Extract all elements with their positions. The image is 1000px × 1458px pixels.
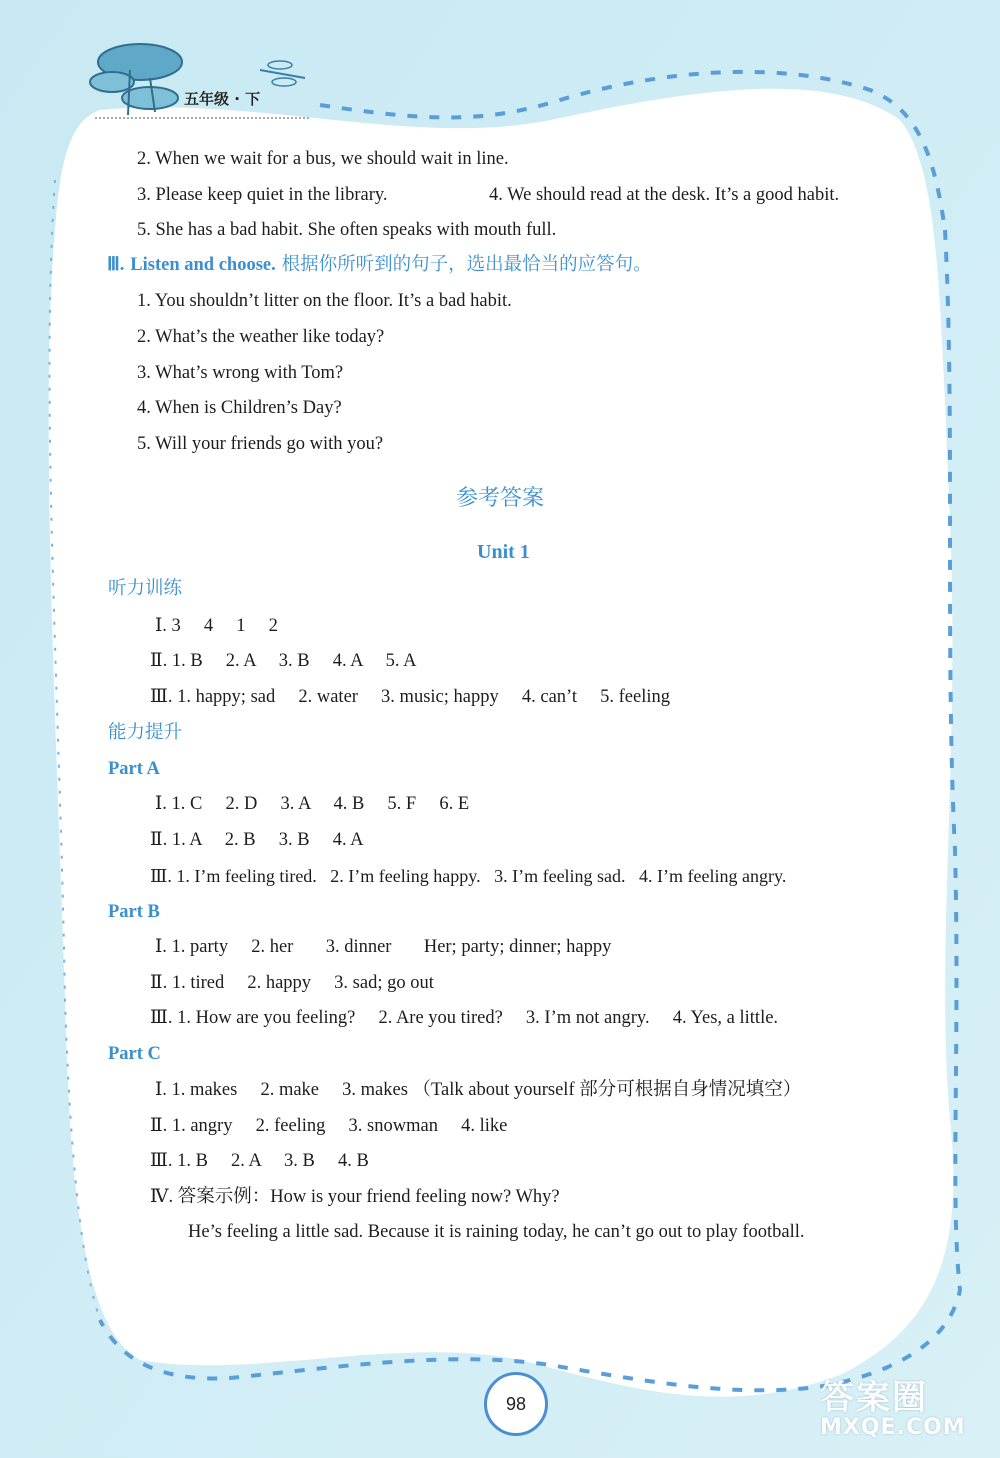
part-c-heading: Part C [108, 1044, 161, 1064]
part-a-answer-1: Ⅰ. 1. C 2. D 3. A 4. B 5. F 6. E [155, 794, 470, 814]
part-a-answer-2: Ⅱ. 1. A 2. B 3. B 4. A [150, 830, 364, 850]
part-b-heading: Part B [108, 902, 160, 922]
listening-line-2: 2. When we wait for a bus, we should wait in line. [137, 149, 509, 169]
listening-answer-1: Ⅰ. 3 4 1 2 [155, 616, 278, 636]
watermark-url: MXQE.COM [820, 1415, 966, 1440]
part-c-answer-3: Ⅲ. 1. B 2. A 3. B 4. B [150, 1151, 369, 1171]
section-3-heading [107, 256, 652, 275]
part-a-answer-3: Ⅲ. 1. I’m feeling tired. 2. I’m feeling happy. 3. I’m feeling sad. 4. I’m feeling angry. [150, 866, 787, 886]
section-3-numeral: Ⅲ. [107, 255, 125, 275]
watermark-logo [820, 1370, 966, 1440]
part-c-answer-5: He’s feeling a little sad. Because it is raining today, he can’t go out to play football. [188, 1222, 805, 1242]
section-3-item-5: 5. Will your friends go with you? [137, 434, 384, 454]
part-c-answer-1: Ⅰ. 1. makes 2. make 3. makes （Talk about yourself 部分可根据自身情况填空） [155, 1080, 802, 1100]
dashed-frame-right [830, 230, 960, 1385]
part-b-answer-3: Ⅲ. 1. How are you feeling? 2. Are you tired? 3. I’m not angry. 4. Yes, a little. [150, 1008, 779, 1028]
part-c-answer-2: Ⅱ. 1. angry 2. feeling 3. snowman 4. like [150, 1116, 508, 1136]
listening-answer-3: Ⅲ. 1. happy; sad 2. water 3. music; happy 4. can’t 5. feeling [150, 687, 670, 707]
section-3-title-en: Listen and choose. [130, 255, 276, 275]
watermark-text: 答案圈 [820, 1378, 928, 1418]
part-b-answer-2: Ⅱ. 1. tired 2. happy 3. sad; go out [150, 973, 434, 993]
answers-title: 参考答案 [456, 486, 545, 511]
part-c-answer-4: Ⅳ. 答案示例：How is your friend feeling now? Why? [150, 1187, 560, 1207]
section-3-item-1: 1. You shouldn’t litter on the floor. It’s a bad habit. [137, 291, 512, 311]
part-b-answer-1: Ⅰ. 1. party 2. her 3. dinner Her; party; dinner; happy [155, 937, 612, 957]
unit-title: Unit 1 [477, 541, 530, 563]
listening-line-5: 5. She has a bad habit. She often speaks with mouth full. [137, 220, 557, 240]
listening-line-3: 3. Please keep quiet in the library. [137, 185, 388, 205]
part-a-heading: Part A [108, 759, 160, 779]
listening-heading: 听力训练 [108, 578, 183, 599]
listening-answer-2: Ⅱ. 1. B 2. A 3. B 4. A 5. A [150, 651, 417, 671]
listening-line-4: 4. We should read at the desk. It’s a good habit. [489, 185, 840, 205]
ability-heading: 能力提升 [108, 722, 183, 743]
section-3-item-2: 2. What’s the weather like today? [137, 327, 385, 347]
section-3-title-cn: 根据你所听到的句子，选出最恰当的应答句。 [281, 254, 652, 275]
page-number: 98 [484, 1372, 548, 1436]
grade-label: 五年级 · 下 [184, 90, 261, 108]
section-3-item-4: 4. When is Children’s Day? [137, 398, 342, 418]
section-3-item-3: 3. What’s wrong with Tom? [137, 363, 344, 383]
